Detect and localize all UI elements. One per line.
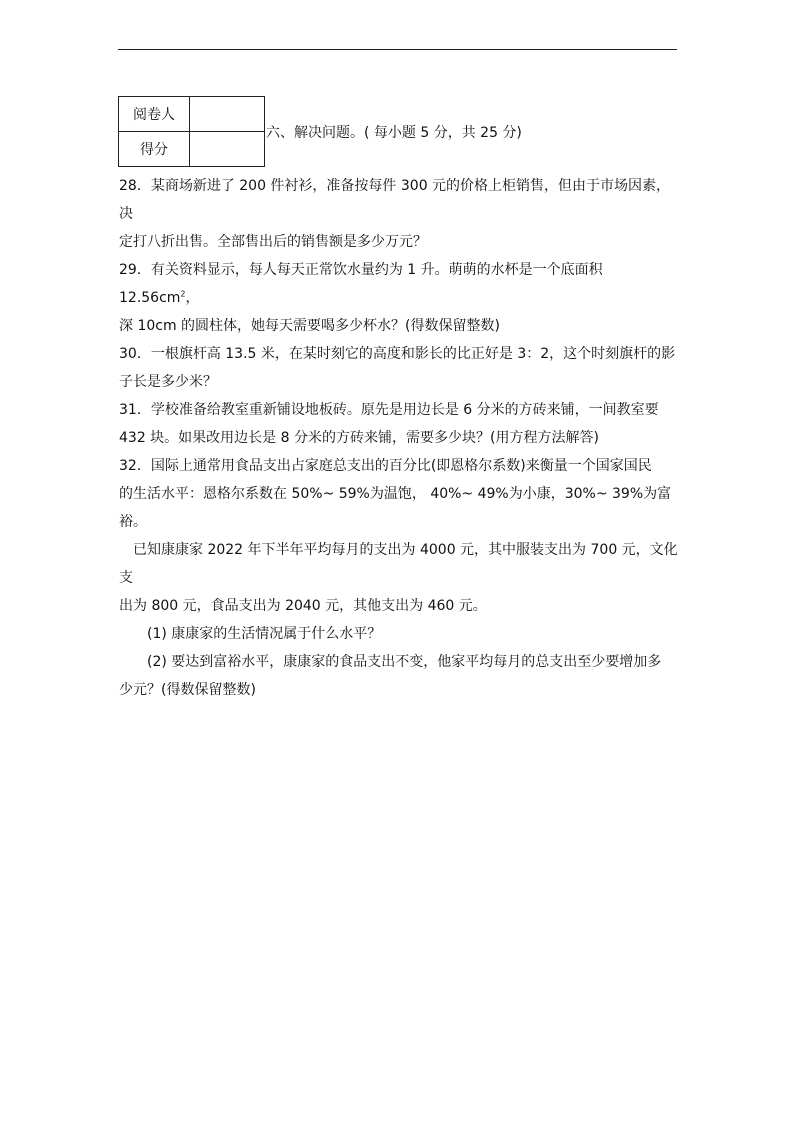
problem-29-text-a: 29．有关资料显示，每人每天正常饮水量约为 1 升。萌萌的水杯是一个底面积 12.56cm [119,262,603,306]
problem-32-line-3: 已知康康家 2022 年下半年平均每月的支出为 4000 元，其中服装支出为 700 元，文化支 [119,542,678,586]
problem-29-line-1 [119,256,679,312]
problem-32-question-1: (1) 康康家的生活情况属于什么水平？ [147,626,382,642]
problem-32-line-2: 的生活水平：恩格尔系数在 50%~ 59%为温饱， 40%~ 49%为小康，30%~ 39%为富裕。 [119,486,672,530]
problem-28-line-1: 28．某商场新进了 200 件衬衫，准备按每件 300 元的价格上柜销售，但由于市场因素，决 [119,178,671,222]
reviewer-label: 阅卷人 [119,97,190,132]
problem-32-line-4: 出为 800 元，食品支出为 2040 元，其他支出为 460 元。 [119,598,487,614]
problem-32-question-2-line-2: 少元？(得数保留整数) [119,682,256,698]
superscript-2: 2 [180,289,186,299]
problem-29-line-2: 深 10cm 的圆柱体，她每天需要喝多少杯水？(得数保留整数) [119,318,500,334]
problem-30-line-1: 30．一根旗杆高 13.5 米，在某时刻它的高度和影长的比正好是 3：2，这个时刻旗杆的影 [119,346,676,362]
problem-30-line-2: 子长是多少米？ [119,374,217,390]
score-table [118,96,265,167]
problem-29-text-b: ， [185,290,200,306]
problem-31-line-1: 31．学校准备给教室重新铺设地板砖。原先是用边长是 6 分米的方砖来铺，一间教室要 [119,402,659,418]
score-value-cell [190,132,265,167]
score-label: 得分 [119,132,190,167]
problem-32-line-1: 32．国际上通常用食品支出占家庭总支出的百分比(即恩格尔系数)来衡量一个国家国民 [119,458,652,474]
score-row [119,132,265,167]
problem-31-line-2: 432 块。如果改用边长是 8 分米的方砖来铺，需要多少块？(用方程方法解答) [119,430,599,446]
reviewer-value-cell [190,97,265,132]
reviewer-row [119,97,265,132]
problem-28-line-2: 定打八折出售。全部售出后的销售额是多少万元？ [119,234,427,250]
header-rule [118,49,677,50]
problems-body [119,172,679,704]
section-title: 六、解决问题。( 每小题 5 分，共 25 分) [266,125,522,141]
problem-32-question-2-line-1: (2) 要达到富裕水平，康康家的食品支出不变，他家平均每月的总支出至少要增加多 [147,654,662,670]
